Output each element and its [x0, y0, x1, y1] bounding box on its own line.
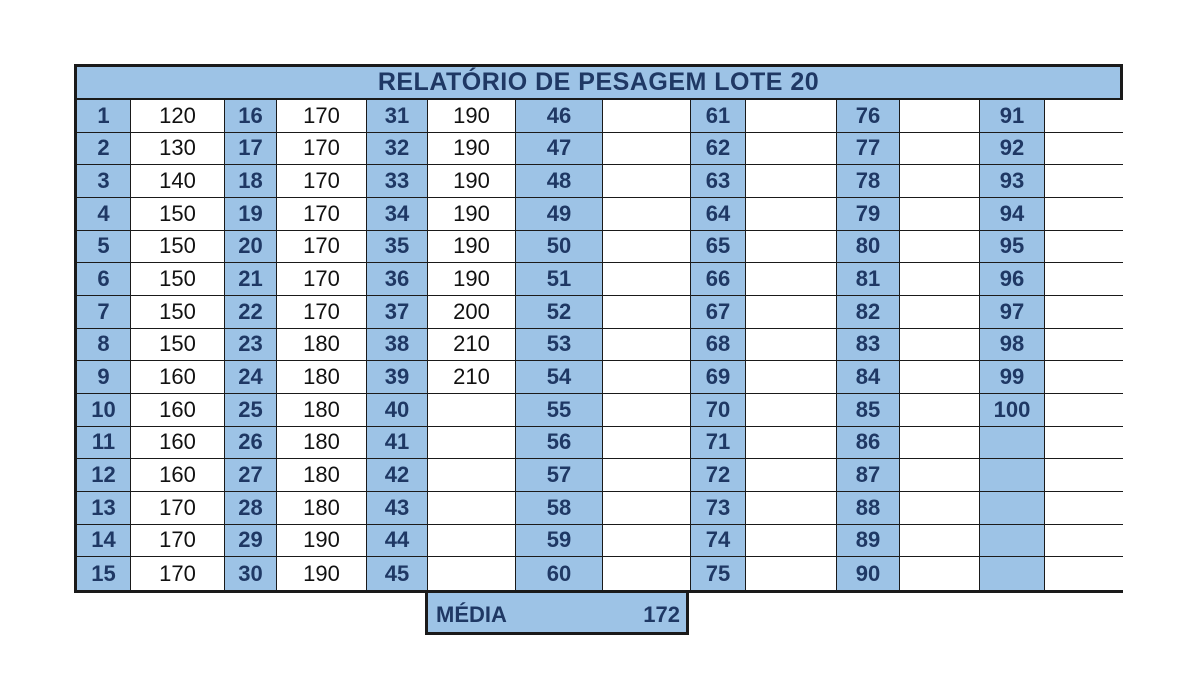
animal-number-cell: 59	[516, 525, 603, 558]
weight-value-cell: 150	[131, 231, 225, 264]
animal-number-cell: 76	[837, 100, 900, 133]
animal-number-cell: 36	[367, 263, 428, 296]
animal-number-cell: 16	[225, 100, 277, 133]
weight-value-cell	[900, 557, 980, 590]
average-label: MÉDIA	[436, 602, 507, 627]
weight-value-cell: 190	[428, 165, 516, 198]
weight-value-cell: 160	[131, 394, 225, 427]
average-row	[425, 593, 689, 635]
weight-value-cell	[428, 427, 516, 460]
animal-number-cell: 53	[516, 329, 603, 362]
weight-value-cell	[603, 525, 691, 558]
animal-number-cell: 96	[980, 263, 1045, 296]
animal-number-cell: 44	[367, 525, 428, 558]
animal-number-cell	[980, 492, 1045, 525]
animal-number-cell: 82	[837, 296, 900, 329]
weight-value-cell: 180	[277, 394, 367, 427]
animal-number-cell: 72	[691, 459, 746, 492]
animal-number-cell: 90	[837, 557, 900, 590]
weight-value-cell	[1045, 492, 1123, 525]
weight-value-cell	[900, 361, 980, 394]
animal-number-cell: 38	[367, 329, 428, 362]
animal-number-cell: 17	[225, 133, 277, 166]
weight-value-cell: 210	[428, 329, 516, 362]
animal-number-cell: 34	[367, 198, 428, 231]
weight-value-cell: 170	[131, 525, 225, 558]
animal-number-cell: 81	[837, 263, 900, 296]
report-title: RELATÓRIO DE PESAGEM LOTE 20	[77, 67, 1120, 100]
animal-number-cell: 45	[367, 557, 428, 590]
weight-value-cell: 190	[277, 525, 367, 558]
animal-number-cell: 79	[837, 198, 900, 231]
weight-value-cell	[746, 557, 837, 590]
animal-number-cell: 27	[225, 459, 277, 492]
animal-number-cell: 65	[691, 231, 746, 264]
weight-value-cell	[900, 394, 980, 427]
weight-value-cell	[746, 394, 837, 427]
weight-value-cell: 160	[131, 459, 225, 492]
weight-value-cell: 170	[277, 198, 367, 231]
weight-value-cell: 190	[277, 557, 367, 590]
animal-number-cell: 64	[691, 198, 746, 231]
animal-number-cell: 78	[837, 165, 900, 198]
animal-number-cell: 43	[367, 492, 428, 525]
animal-number-cell: 98	[980, 329, 1045, 362]
animal-number-cell	[980, 459, 1045, 492]
weight-value-cell	[1045, 165, 1123, 198]
animal-number-cell: 85	[837, 394, 900, 427]
weight-value-cell	[900, 492, 980, 525]
weight-value-cell: 190	[428, 100, 516, 133]
weight-value-cell	[1045, 459, 1123, 492]
animal-number-cell: 74	[691, 525, 746, 558]
animal-number-cell: 89	[837, 525, 900, 558]
weight-value-cell	[746, 133, 837, 166]
weight-value-cell	[746, 525, 837, 558]
weight-value-cell	[746, 296, 837, 329]
animal-number-cell: 66	[691, 263, 746, 296]
weight-value-cell	[1045, 296, 1123, 329]
weight-value-cell	[603, 329, 691, 362]
weight-value-cell: 150	[131, 296, 225, 329]
animal-number-cell: 8	[77, 329, 131, 362]
weight-value-cell: 180	[277, 492, 367, 525]
weight-value-cell: 190	[428, 263, 516, 296]
weight-value-cell: 160	[131, 427, 225, 460]
animal-number-cell	[980, 427, 1045, 460]
weight-grid	[77, 100, 1120, 590]
animal-number-cell: 67	[691, 296, 746, 329]
animal-number-cell: 37	[367, 296, 428, 329]
weight-value-cell	[428, 492, 516, 525]
weight-value-cell	[603, 263, 691, 296]
weight-value-cell: 170	[277, 165, 367, 198]
animal-number-cell: 56	[516, 427, 603, 460]
animal-number-cell: 28	[225, 492, 277, 525]
weight-value-cell	[1045, 231, 1123, 264]
weight-value-cell	[746, 263, 837, 296]
animal-number-cell: 10	[77, 394, 131, 427]
weight-value-cell: 190	[428, 231, 516, 264]
weight-value-cell: 190	[428, 198, 516, 231]
weight-value-cell	[603, 133, 691, 166]
animal-number-cell: 70	[691, 394, 746, 427]
animal-number-cell: 15	[77, 557, 131, 590]
weight-value-cell	[746, 329, 837, 362]
animal-number-cell: 3	[77, 165, 131, 198]
weight-value-cell: 120	[131, 100, 225, 133]
weight-value-cell	[1045, 329, 1123, 362]
weight-value-cell: 160	[131, 361, 225, 394]
animal-number-cell: 32	[367, 133, 428, 166]
animal-number-cell: 88	[837, 492, 900, 525]
animal-number-cell: 94	[980, 198, 1045, 231]
animal-number-cell: 22	[225, 296, 277, 329]
weighing-report-table	[74, 64, 1123, 593]
animal-number-cell: 39	[367, 361, 428, 394]
weight-value-cell	[1045, 427, 1123, 460]
animal-number-cell: 13	[77, 492, 131, 525]
weight-value-cell: 170	[277, 296, 367, 329]
animal-number-cell: 95	[980, 231, 1045, 264]
weight-value-cell	[1045, 394, 1123, 427]
weight-value-cell: 130	[131, 133, 225, 166]
animal-number-cell: 29	[225, 525, 277, 558]
animal-number-cell: 1	[77, 100, 131, 133]
animal-number-cell: 30	[225, 557, 277, 590]
weight-value-cell: 140	[131, 165, 225, 198]
animal-number-cell: 97	[980, 296, 1045, 329]
weight-value-cell	[900, 133, 980, 166]
weight-value-cell	[746, 198, 837, 231]
weight-value-cell	[900, 100, 980, 133]
animal-number-cell: 20	[225, 231, 277, 264]
animal-number-cell: 9	[77, 361, 131, 394]
weight-value-cell	[900, 165, 980, 198]
weight-value-cell	[1045, 263, 1123, 296]
weight-value-cell: 170	[277, 133, 367, 166]
weight-value-cell	[900, 231, 980, 264]
animal-number-cell: 60	[516, 557, 603, 590]
weight-value-cell	[428, 459, 516, 492]
weight-value-cell	[746, 165, 837, 198]
weight-value-cell	[746, 231, 837, 264]
weight-value-cell	[603, 557, 691, 590]
animal-number-cell: 62	[691, 133, 746, 166]
animal-number-cell: 57	[516, 459, 603, 492]
animal-number-cell: 2	[77, 133, 131, 166]
weight-value-cell	[900, 263, 980, 296]
animal-number-cell: 21	[225, 263, 277, 296]
animal-number-cell: 54	[516, 361, 603, 394]
animal-number-cell: 77	[837, 133, 900, 166]
animal-number-cell: 68	[691, 329, 746, 362]
animal-number-cell: 47	[516, 133, 603, 166]
animal-number-cell: 51	[516, 263, 603, 296]
animal-number-cell: 33	[367, 165, 428, 198]
weight-value-cell: 210	[428, 361, 516, 394]
weight-value-cell	[900, 198, 980, 231]
weight-value-cell: 170	[131, 557, 225, 590]
weight-value-cell	[1045, 198, 1123, 231]
animal-number-cell: 93	[980, 165, 1045, 198]
animal-number-cell: 75	[691, 557, 746, 590]
animal-number-cell	[980, 557, 1045, 590]
animal-number-cell: 11	[77, 427, 131, 460]
weight-value-cell	[900, 459, 980, 492]
weight-value-cell: 180	[277, 329, 367, 362]
weight-value-cell: 170	[277, 231, 367, 264]
animal-number-cell: 25	[225, 394, 277, 427]
weight-value-cell: 180	[277, 459, 367, 492]
weight-value-cell	[900, 329, 980, 362]
animal-number-cell: 91	[980, 100, 1045, 133]
weight-value-cell: 200	[428, 296, 516, 329]
animal-number-cell: 86	[837, 427, 900, 460]
animal-number-cell: 42	[367, 459, 428, 492]
animal-number-cell: 87	[837, 459, 900, 492]
weight-value-cell: 170	[131, 492, 225, 525]
weight-value-cell	[603, 198, 691, 231]
average-value: 172	[643, 602, 680, 627]
weight-value-cell	[1045, 525, 1123, 558]
weight-value-cell	[428, 557, 516, 590]
weight-value-cell	[603, 361, 691, 394]
animal-number-cell: 35	[367, 231, 428, 264]
animal-number-cell: 4	[77, 198, 131, 231]
animal-number-cell: 5	[77, 231, 131, 264]
animal-number-cell: 40	[367, 394, 428, 427]
animal-number-cell: 48	[516, 165, 603, 198]
animal-number-cell: 49	[516, 198, 603, 231]
animal-number-cell: 99	[980, 361, 1045, 394]
animal-number-cell: 41	[367, 427, 428, 460]
animal-number-cell: 63	[691, 165, 746, 198]
animal-number-cell: 84	[837, 361, 900, 394]
animal-number-cell: 52	[516, 296, 603, 329]
animal-number-cell: 73	[691, 492, 746, 525]
weight-value-cell	[746, 459, 837, 492]
weight-value-cell: 180	[277, 427, 367, 460]
animal-number-cell: 31	[367, 100, 428, 133]
weight-value-cell	[1045, 133, 1123, 166]
weight-value-cell	[1045, 557, 1123, 590]
animal-number-cell: 83	[837, 329, 900, 362]
weight-value-cell	[603, 459, 691, 492]
weight-value-cell: 190	[428, 133, 516, 166]
weight-value-cell	[900, 525, 980, 558]
animal-number-cell: 100	[980, 394, 1045, 427]
animal-number-cell: 19	[225, 198, 277, 231]
weight-value-cell	[746, 361, 837, 394]
weight-value-cell	[428, 525, 516, 558]
weight-value-cell: 150	[131, 263, 225, 296]
weight-value-cell: 170	[277, 263, 367, 296]
animal-number-cell: 80	[837, 231, 900, 264]
weight-value-cell	[603, 296, 691, 329]
animal-number-cell: 23	[225, 329, 277, 362]
animal-number-cell: 58	[516, 492, 603, 525]
weight-value-cell	[746, 100, 837, 133]
weight-value-cell	[900, 296, 980, 329]
weight-value-cell	[900, 427, 980, 460]
weight-value-cell	[1045, 100, 1123, 133]
weight-value-cell	[603, 231, 691, 264]
weight-value-cell: 150	[131, 329, 225, 362]
weight-value-cell	[603, 394, 691, 427]
animal-number-cell: 14	[77, 525, 131, 558]
animal-number-cell: 50	[516, 231, 603, 264]
animal-number-cell: 18	[225, 165, 277, 198]
weight-value-cell: 170	[277, 100, 367, 133]
animal-number-cell: 6	[77, 263, 131, 296]
weight-value-cell	[746, 427, 837, 460]
animal-number-cell: 24	[225, 361, 277, 394]
animal-number-cell: 92	[980, 133, 1045, 166]
animal-number-cell: 46	[516, 100, 603, 133]
animal-number-cell: 71	[691, 427, 746, 460]
weight-value-cell	[428, 394, 516, 427]
weight-value-cell: 150	[131, 198, 225, 231]
weight-value-cell	[603, 427, 691, 460]
weight-value-cell: 180	[277, 361, 367, 394]
animal-number-cell	[980, 525, 1045, 558]
weight-value-cell	[603, 165, 691, 198]
animal-number-cell: 55	[516, 394, 603, 427]
weight-value-cell	[746, 492, 837, 525]
animal-number-cell: 12	[77, 459, 131, 492]
animal-number-cell: 26	[225, 427, 277, 460]
animal-number-cell: 7	[77, 296, 131, 329]
weight-value-cell	[1045, 361, 1123, 394]
animal-number-cell: 61	[691, 100, 746, 133]
animal-number-cell: 69	[691, 361, 746, 394]
weight-value-cell	[603, 492, 691, 525]
weight-value-cell	[603, 100, 691, 133]
